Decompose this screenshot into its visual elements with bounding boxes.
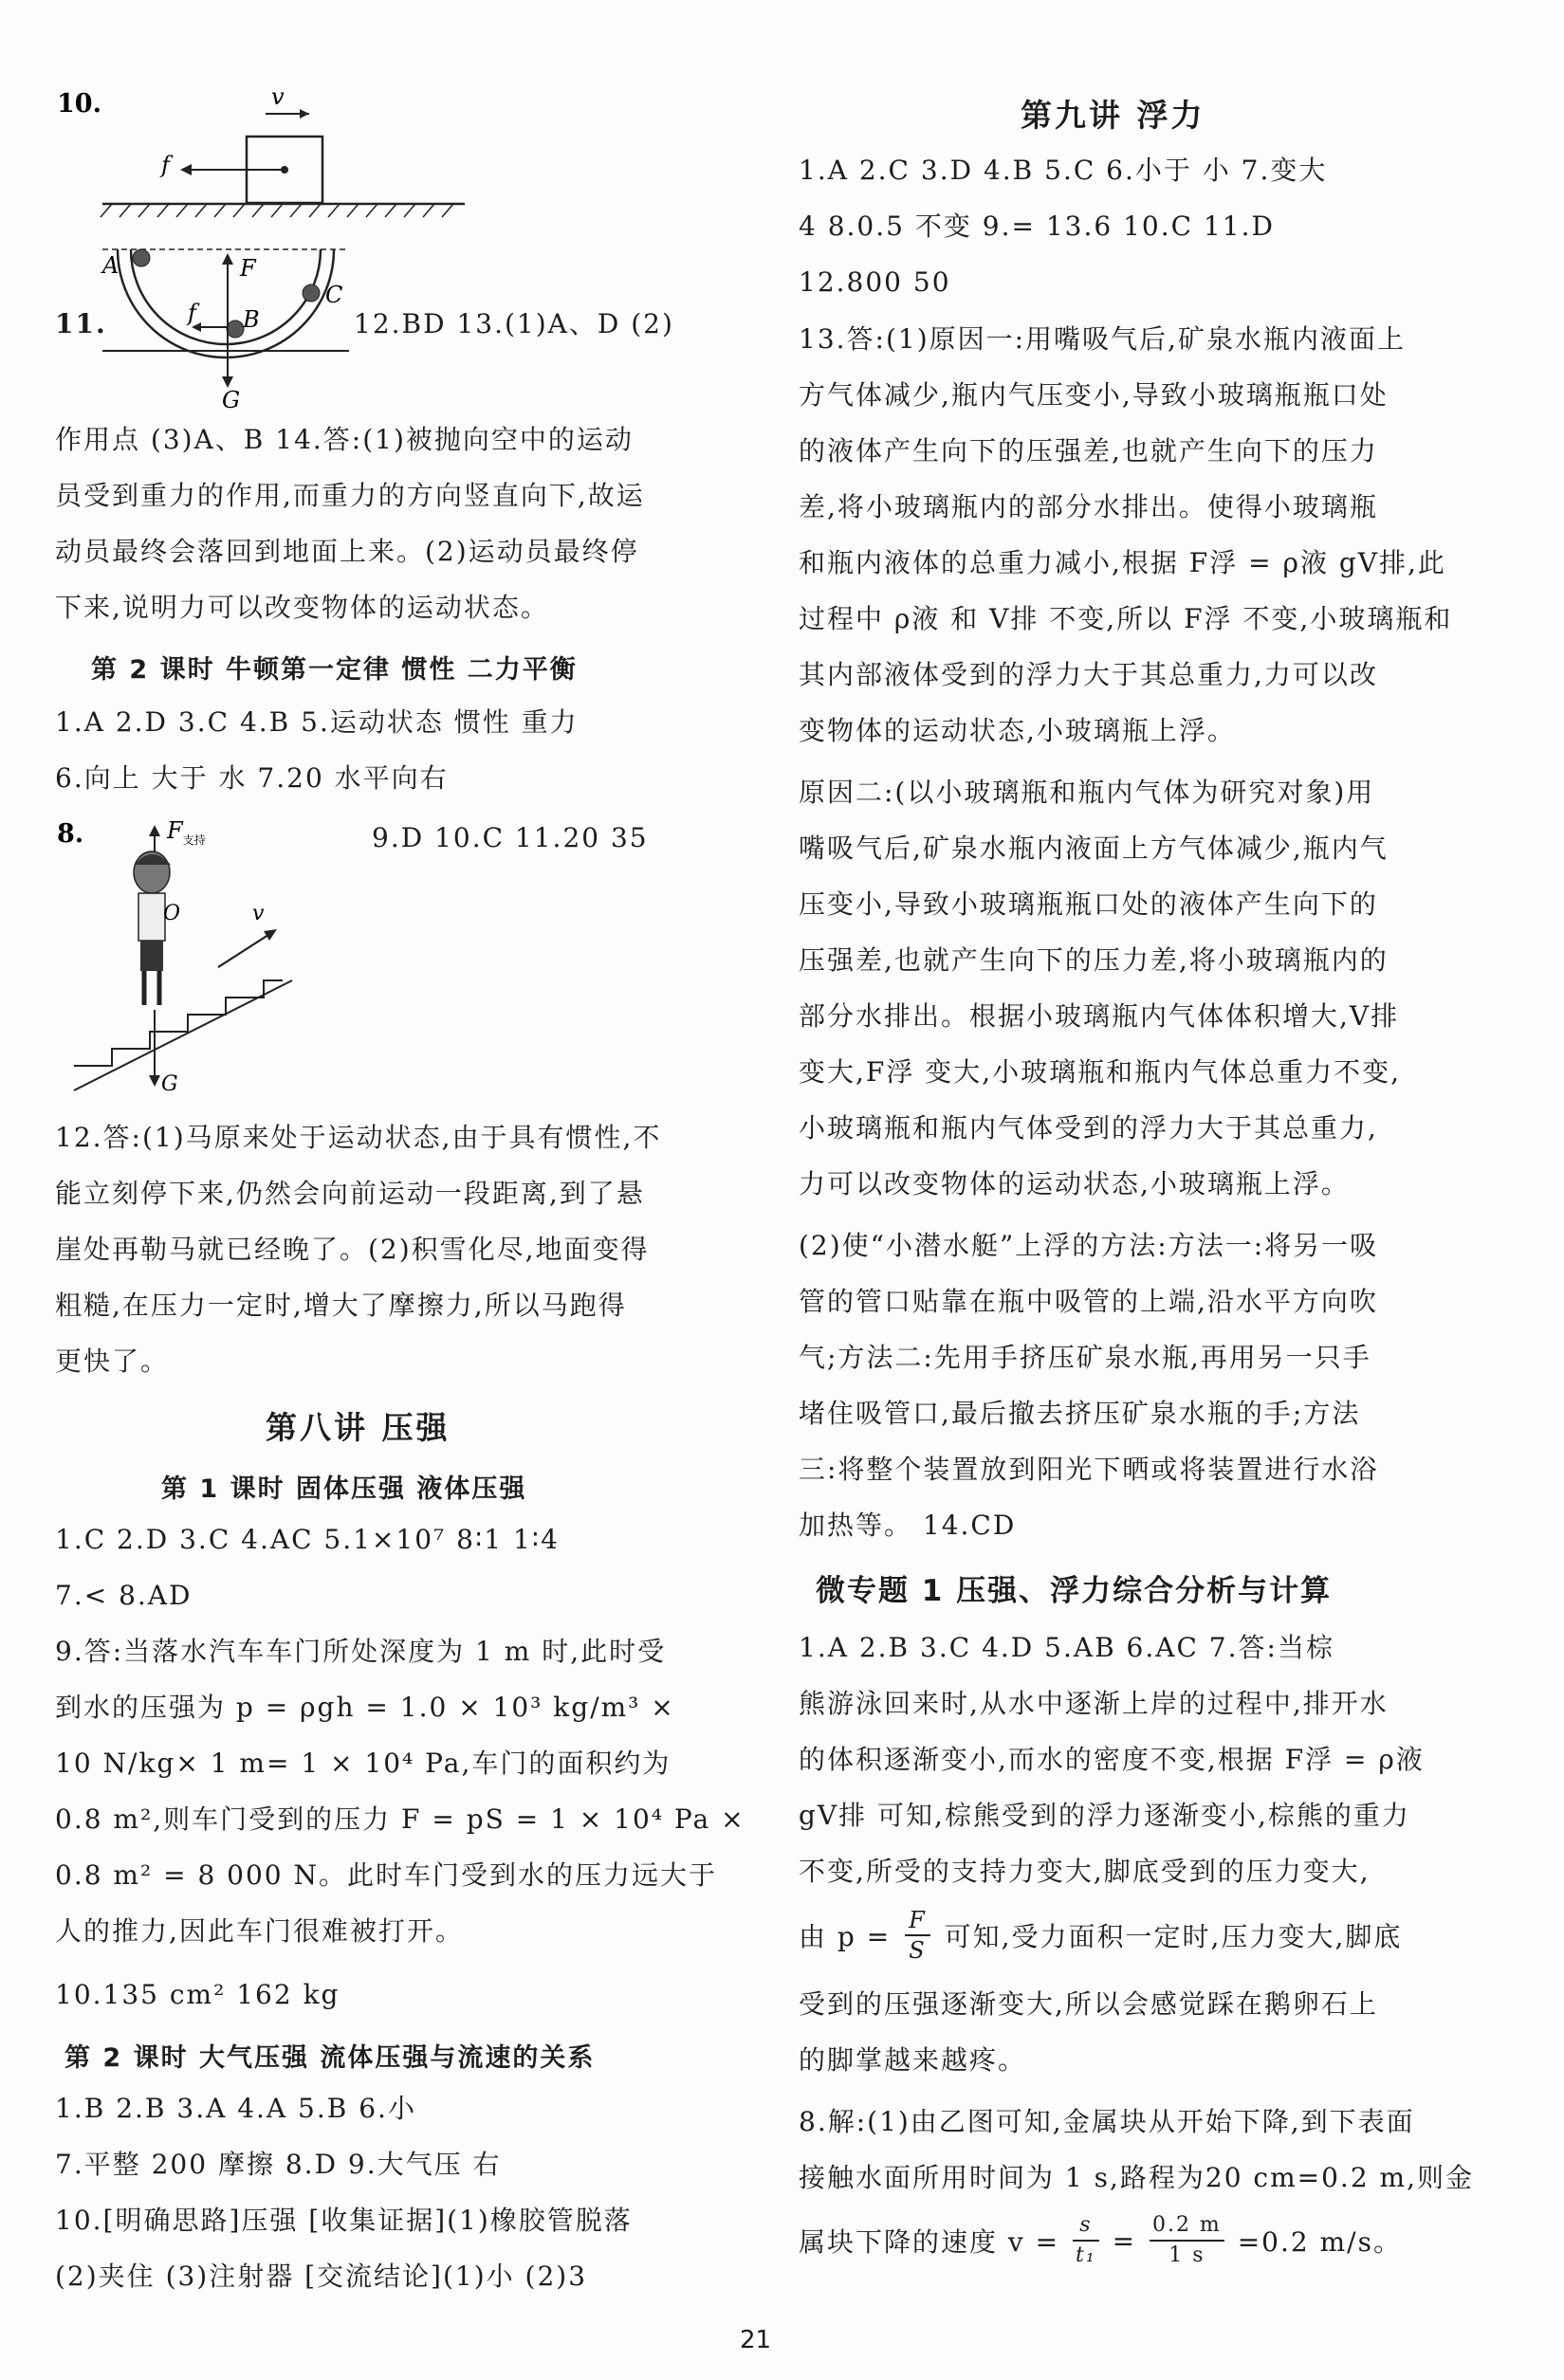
fraction-s: s: [1073, 2211, 1099, 2242]
label-f-support: $F_{支持}$: [167, 817, 206, 847]
ball-c: [303, 284, 320, 302]
right-line-32: 受到的压强逐渐变大,所以会感觉踩在鹅卵石上: [799, 1988, 1378, 2020]
label-o: O: [163, 902, 181, 925]
diagram-10: [55, 80, 491, 222]
left-line-18: 0.8 m² = 8 000 N。此时车门受到水的压力远大于: [55, 1859, 718, 1891]
right-line-11: 变物体的运动状态,小玻璃瓶上浮。: [799, 715, 1236, 746]
right-line-21: 管的管口贴靠在瓶中吸管的上端,沿水平方向吹: [799, 1286, 1378, 1317]
left-line-20: 10.135 cm² 162 kg: [55, 1979, 340, 2010]
left-line-23: 10.[明确思路]压强 [收集证据](1)橡胶管脱落: [55, 2205, 633, 2236]
person-body: [138, 893, 165, 941]
right-line-13: 嘴吸气后,矿泉水瓶内液面上方气体减少,瓶内气: [799, 833, 1389, 864]
q11-number: 11.: [55, 308, 107, 339]
velocity-prefix: 属块下降的速度 v =: [799, 2226, 1060, 2258]
page-number: 21: [740, 2326, 772, 2354]
left-line-11: 更快了。: [55, 1346, 170, 1377]
velocity-suffix: =0.2 m/s。: [1237, 2226, 1402, 2258]
right-line-36-velocity: [799, 2211, 1402, 2283]
left-line-24: (2)夹住 (3)注射器 [交流结论](1)小 (2)3: [55, 2261, 588, 2292]
left-line-14: 9.答:当落水汽车车门所处深度为 1 m 时,此时受: [55, 1636, 667, 1667]
left-line-q8-tail: 9.D 10.C 11.20 35: [372, 822, 649, 853]
left-line-1: 作用点 (3)A、B 14.答:(1)被抛向空中的运动: [55, 424, 634, 455]
right-line-3: 12.800 50: [799, 266, 951, 298]
fraction-0-2m: 0.2 m: [1150, 2211, 1224, 2242]
lesson-2-heading-newton: 第 2 课时 牛顿第一定律 惯性 二力平衡: [91, 655, 578, 685]
topic-1-title: 微专题 1 压强、浮力综合分析与计算: [816, 1574, 1333, 1608]
right-line-28: 的体积逐渐变小,而水的密度不变,根据 F浮 = ρ液: [799, 1744, 1425, 1775]
diagram-10-number: 10.: [57, 89, 101, 119]
right-line-29: gV排 可知,棕熊受到的浮力逐渐变小,棕熊的重力: [799, 1800, 1410, 1831]
left-line-4: 下来,说明力可以改变物体的运动状态。: [55, 592, 549, 623]
left-line-16: 10 N/kg× 1 m= 1 × 10⁴ Pa,车门的面积约为: [55, 1748, 672, 1779]
fraction-s-over-t: [1073, 2211, 1099, 2270]
diagram-10-f-label: f: [161, 152, 170, 178]
label-c: C: [325, 282, 343, 308]
right-line-6: 的液体产生向下的压强差,也就产生向下的压力: [799, 435, 1378, 467]
right-line-33: 的脚掌越来越疼。: [799, 2044, 1027, 2076]
left-line-8: 能立刻停下来,仍然会向前运动一段距离,到了悬: [55, 1178, 645, 1209]
right-line-34: 8.解:(1)由乙图可知,金属块从开始下降,到下表面: [799, 2106, 1415, 2137]
right-line-25: 加热等。 14.CD: [799, 1510, 1017, 1541]
left-line-10: 粗糙,在压力一定时,增大了摩擦力,所以马跑得: [55, 1290, 627, 1321]
left-line-3: 动员最终会落回到地面上来。(2)运动员最终停: [55, 536, 639, 567]
right-line-22: 气;方法二:先用手挤压矿泉水瓶,再用另一只手: [799, 1342, 1371, 1373]
left-line-9: 崖处再勒马就已经晚了。(2)积雪化尽,地面变得: [55, 1234, 650, 1265]
fraction-suffix: 可知,受力面积一定时,压力变大,脚底: [944, 1921, 1403, 1952]
chapter-8-title: 第八讲 压强: [266, 1409, 451, 1446]
fraction-f-over-s: [905, 1906, 930, 1965]
ball-b: [227, 320, 244, 338]
diagram-8-number: 8.: [57, 819, 84, 849]
right-line-24: 三:将整个装置放到阳光下晒或将装置进行水浴: [799, 1454, 1379, 1485]
left-line-7: 12.答:(1)马原来处于运动状态,由于具有惯性,不: [55, 1122, 662, 1153]
label-g-8: G: [161, 1072, 178, 1096]
right-line-20: (2)使“小潜水艇”上浮的方法:方法一:将另一吸: [799, 1230, 1379, 1261]
label-b: B: [243, 306, 260, 333]
right-line-10: 其内部液体受到的浮力大于其总重力,力可以改: [799, 659, 1378, 690]
right-line-27: 熊游泳回来时,从水中逐渐上岸的过程中,排开水: [799, 1688, 1389, 1719]
right-line-1: 1.A 2.C 3.D 4.B 5.C 6.小于 小 7.变大: [799, 155, 1328, 186]
right-line-5: 方气体减少,瓶内气压变小,导致小玻璃瓶瓶口处: [799, 379, 1389, 411]
left-line-5: 1.A 2.D 3.C 4.B 5.运动状态 惯性 重力: [55, 706, 579, 738]
velocity-equals: =: [1112, 2224, 1137, 2257]
left-line-6: 6.向上 大于 水 7.20 水平向右: [55, 762, 449, 794]
right-line-14: 压变小,导致小玻璃瓶瓶口处的液体产生向下的: [799, 888, 1378, 920]
ball-a: [133, 249, 150, 266]
left-line-17: 0.8 m²,则车门受到的压力 F = pS = 1 × 10⁴ Pa ×: [55, 1803, 745, 1835]
right-line-9: 过程中 ρ液 和 V排 不变,所以 F浮 不变,小玻璃瓶和: [799, 603, 1453, 634]
right-line-19: 力可以改变物体的运动状态,小玻璃瓶上浮。: [799, 1168, 1350, 1199]
fraction-denominator: S: [909, 1937, 927, 1964]
right-line-8: 和瓶内液体的总重力减小,根据 F浮 = ρ液 gV排,此: [799, 547, 1446, 578]
left-line-12: 1.C 2.D 3.C 4.AC 5.1×10⁷ 8∶1 1∶4: [55, 1524, 560, 1555]
right-line-2: 4 8.0.5 不变 9.= 13.6 10.C 11.D: [799, 211, 1275, 242]
right-line-12: 原因二:(以小玻璃瓶和瓶内气体为研究对象)用: [799, 777, 1375, 808]
right-line-23: 堵住吸管口,最后撤去挤压矿泉水瓶的手;方法: [799, 1398, 1361, 1429]
chapter-9-title: 第九讲 浮力: [1021, 97, 1205, 134]
left-line-13: 7.< 8.AD: [55, 1580, 193, 1611]
left-line-22: 7.平整 200 摩擦 8.D 9.大气压 右: [55, 2149, 502, 2180]
lesson-2-heading-atmosphere: 第 2 课时 大气压强 流体压强与流速的关系: [64, 2043, 596, 2073]
left-line-2: 员受到重力的作用,而重力的方向竖直向下,故运: [55, 480, 645, 511]
fraction-1s: 1 s: [1168, 2243, 1205, 2267]
right-line-17: 变大,F浮 变大,小玻璃瓶和瓶内气体总重力不变,: [799, 1056, 1402, 1088]
label-f-lower: f: [188, 300, 196, 326]
left-line-q11-tail: 12.BD 13.(1)A、D (2): [354, 308, 674, 339]
left-line-19: 人的推力,因此车门很难被打开。: [55, 1915, 464, 1947]
diagram-10-v-label: v: [271, 83, 285, 110]
right-line-16: 部分水排出。根据小玻璃瓶内气体体积增大,V排: [799, 1000, 1400, 1032]
right-line-26: 1.A 2.B 3.C 4.D 5.AB 6.AC 7.答:当棕: [799, 1632, 1334, 1663]
lesson-1-heading-pressure: 第 1 课时 固体压强 液体压强: [161, 1474, 527, 1504]
left-line-15: 到水的压强为 p = ρgh = 1.0 × 10³ kg/m³ ×: [55, 1692, 675, 1723]
label-g: G: [222, 387, 241, 412]
right-line-4: 13.答:(1)原因一:用嘴吸气后,矿泉水瓶内液面上: [799, 323, 1406, 355]
left-line-21: 1.B 2.B 3.A 4.A 5.B 6.小: [55, 2093, 416, 2124]
right-line-15: 压强差,也就产生向下的压力差,将小玻璃瓶内的: [799, 944, 1389, 976]
label-v: v: [252, 902, 265, 925]
right-line-35: 接触水面所用时间为 1 s,路程为20 cm=0.2 m,则金: [799, 2162, 1474, 2193]
diagram-8: [55, 815, 368, 1100]
label-f-upper: F: [240, 255, 256, 282]
fraction-numerator: F: [905, 1906, 930, 1936]
fraction-t1: t₁: [1076, 2243, 1096, 2267]
right-line-18: 小玻璃瓶和瓶内气体受到的浮力大于其总重力,: [799, 1112, 1378, 1144]
right-line-7: 差,将小玻璃瓶内的部分水排出。使得小玻璃瓶: [799, 491, 1378, 522]
right-line-30: 不变,所受的支持力变大,脚底受到的压力变大,: [799, 1856, 1371, 1887]
right-line-31-fraction: [799, 1906, 1402, 1972]
fraction-distance-over-time: [1150, 2211, 1224, 2270]
label-a: A: [102, 252, 120, 279]
fraction-prefix: 由 p =: [799, 1921, 892, 1952]
